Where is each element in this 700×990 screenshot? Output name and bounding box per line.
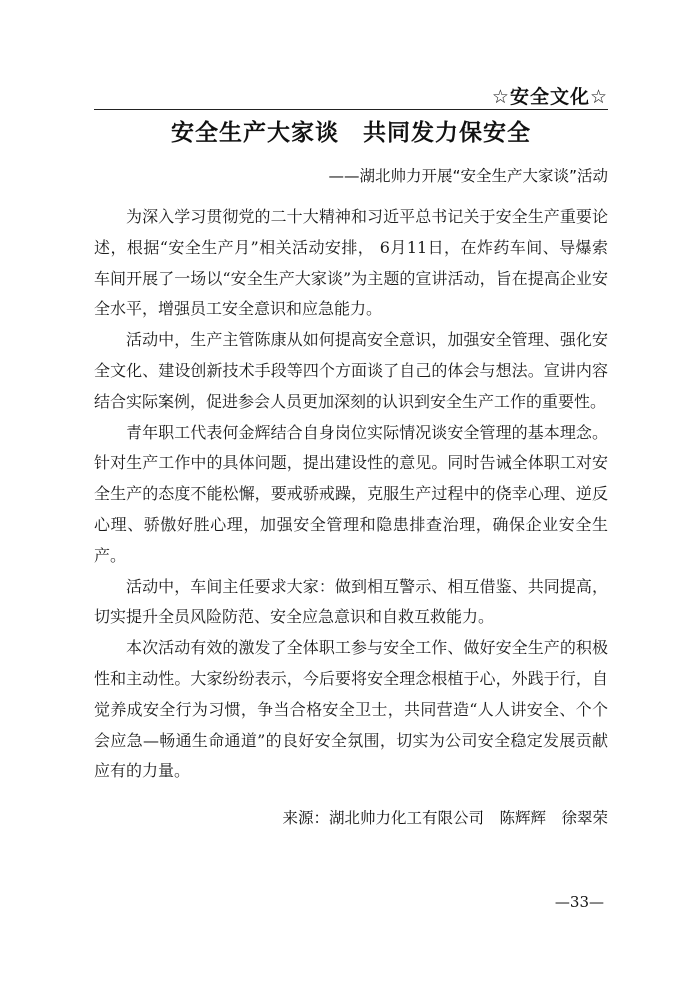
article-title: 安全生产大家谈 共同发力保安全 [171, 120, 531, 146]
header-divider [94, 109, 608, 110]
article-body [94, 202, 608, 787]
article-source: 来源：湖北帅力化工有限公司 陈辉辉 徐翠荣 [282, 809, 608, 827]
article-subtitle: ——湖北帅力开展“安全生产大家谈”活动 [328, 167, 608, 185]
article-paragraph: 本次活动有效的激发了全体职工参与安全工作、做好安全生产的积极性和主动性。大家纷纷表示，今后要将安全理念根植于心，外践于行，自觉养成安全行为习惯，争当合格安全卫士，共同营造“人人讲安全、个个会应急—畅通生命通道”的良好安全氛围，切实为公司安全稳定发展贡献应有的力量。 [94, 638, 608, 781]
article-paragraph: 为深入学习贯彻党的二十大精神和习近平总书记关于安全生产重要论述，根据“安全生产月”相关活动安排， 6月11日，在炸药车间、导爆索车间开展了一场以“安全生产大家谈”为主题的宣讲活动，旨在提高企业安全水平，增强员工安全意识和应急能力。 [94, 207, 608, 319]
page-number: —33— [554, 893, 604, 911]
section-label: ☆安全文化☆ [491, 86, 608, 108]
article-paragraph: 活动中，生产主管陈康从如何提高安全意识，加强安全管理、强化安全文化、建设创新技术手段等四个方面谈了自己的体会与想法。宣讲内容结合实际案例，促进参会人员更加深刻的认识到安全生产工作的重要性。 [94, 330, 608, 411]
article-paragraph: 青年职工代表何金辉结合自身岗位实际情况谈安全管理的基本理念。针对生产工作中的具体问题，提出建设性的意见。同时告诫全体职工对安全生产的态度不能松懈，要戒骄戒躁，克服生产过程中的侥幸心理、逆反心理、骄傲好胜心理，加强安全管理和隐患排查治理，确保企业安全生产。 [94, 422, 608, 565]
article-paragraph: 活动中，车间主任要求大家：做到相互警示、相互借鉴、共同提高，切实提升全员风险防范、安全应急意识和自救互救能力。 [94, 576, 608, 627]
